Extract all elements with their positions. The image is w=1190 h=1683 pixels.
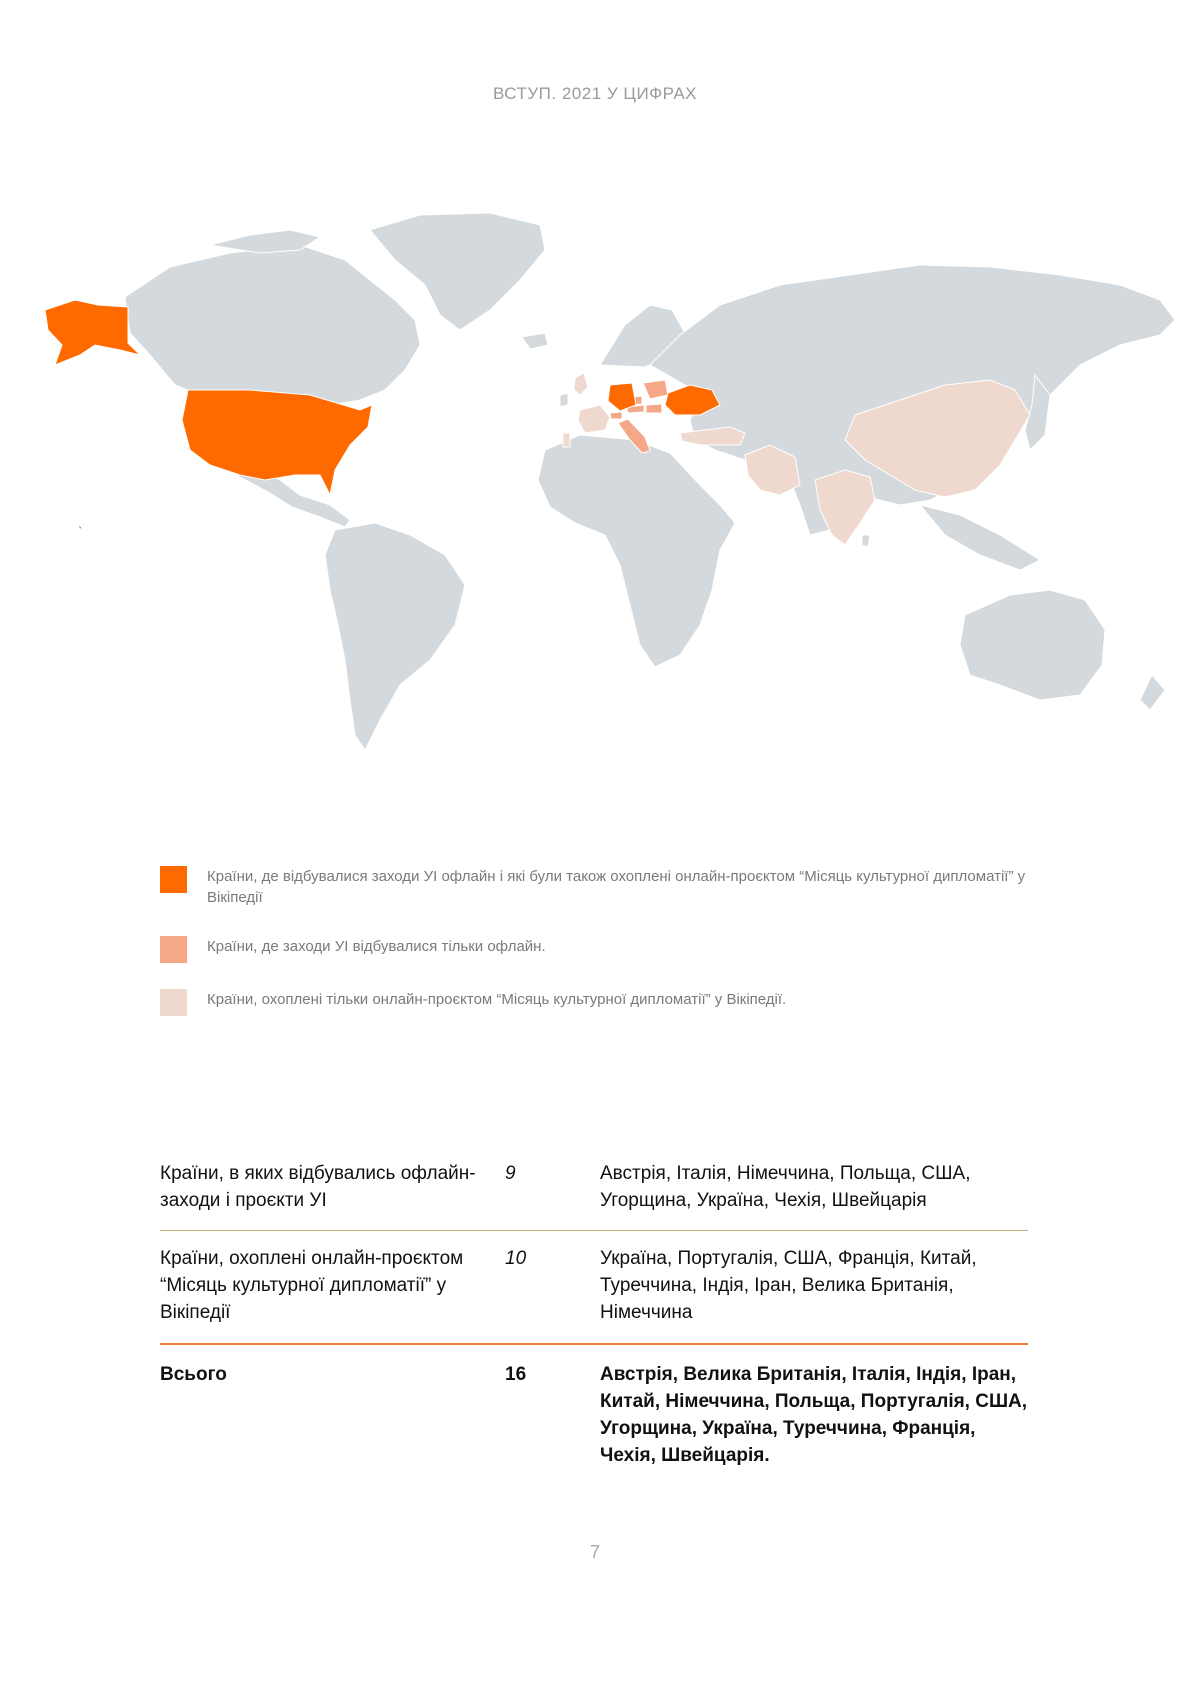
land-ireland [560, 393, 568, 407]
row-label: Всього [160, 1364, 227, 1385]
row-count: 10 [505, 1248, 527, 1269]
row-label: Країни, в яких відбувались офлайн-заходи і проєкти УІ [160, 1163, 476, 1211]
world-map [0, 205, 1190, 805]
legend-item-offline-only [160, 936, 1040, 963]
legend-item-online-only [160, 989, 1040, 1016]
country-germany [608, 383, 636, 411]
page-number: 7 [589, 1542, 600, 1562]
table-row-total [160, 1345, 1028, 1469]
country-uk [574, 373, 588, 395]
land-iceland [522, 333, 548, 349]
map-legend [160, 866, 1040, 1042]
table-row [160, 1231, 1028, 1345]
country-india [815, 470, 875, 545]
country-usa-alaska [45, 300, 140, 365]
country-portugal [563, 433, 570, 447]
land-canada [125, 245, 420, 405]
summary-table [160, 1160, 1028, 1469]
land-southeast-asia [920, 505, 1040, 570]
row-countries: Австрія, Велика Британія, Італія, Індія, Іран, Китай, Німеччина, Польща, Португалія, США, Угорщина, Україна, Туреччина, Франція, Чехія, Швейцарія. [600, 1364, 1028, 1466]
land-australia [960, 590, 1105, 700]
country-turkey [680, 427, 745, 445]
country-switzerland [610, 412, 622, 419]
legend-label: Країни, де відбувалися заходи УІ офлайн і які були також охоплені онлайн-проєктом “Місяць культурної дипломатії” у Вікіпедії [207, 868, 1026, 906]
table-row [160, 1160, 1028, 1231]
row-countries: Австрія, Італія, Німеччина, Польща, США, Угорщина, Україна, Чехія, Швейцарія [600, 1163, 971, 1211]
legend-swatch [160, 866, 187, 893]
row-countries: Україна, Португалія, США, Франція, Китай, Туреччина, Індія, Іран, Велика Британія, Німеччина [600, 1248, 977, 1323]
land-south-america [325, 523, 465, 750]
country-poland [643, 380, 668, 399]
legend-label: Країни, де заходи УІ відбувалися тільки офлайн. [207, 938, 546, 955]
row-count: 16 [505, 1364, 527, 1385]
running-head: ВСТУП. 2021 У ЦИФРАХ [493, 84, 697, 103]
legend-swatch [160, 989, 187, 1016]
legend-label: Країни, охоплені тільки онлайн-проєктом “Місяць культурної дипломатії” у Вікіпедії. [207, 991, 787, 1008]
land-africa [538, 435, 735, 667]
country-hungary [646, 404, 662, 413]
row-label: Країни, охоплені онлайн-проєктом “Місяць культурної дипломатії” у Вікіпедії [160, 1248, 464, 1323]
country-france [578, 405, 610, 433]
row-count: 9 [505, 1163, 516, 1184]
land-new-zealand [1140, 675, 1165, 710]
legend-swatch [160, 936, 187, 963]
country-usa-hawaii [78, 525, 82, 530]
legend-item-offline-and-online [160, 866, 1040, 908]
land-sri-lanka [862, 535, 870, 547]
